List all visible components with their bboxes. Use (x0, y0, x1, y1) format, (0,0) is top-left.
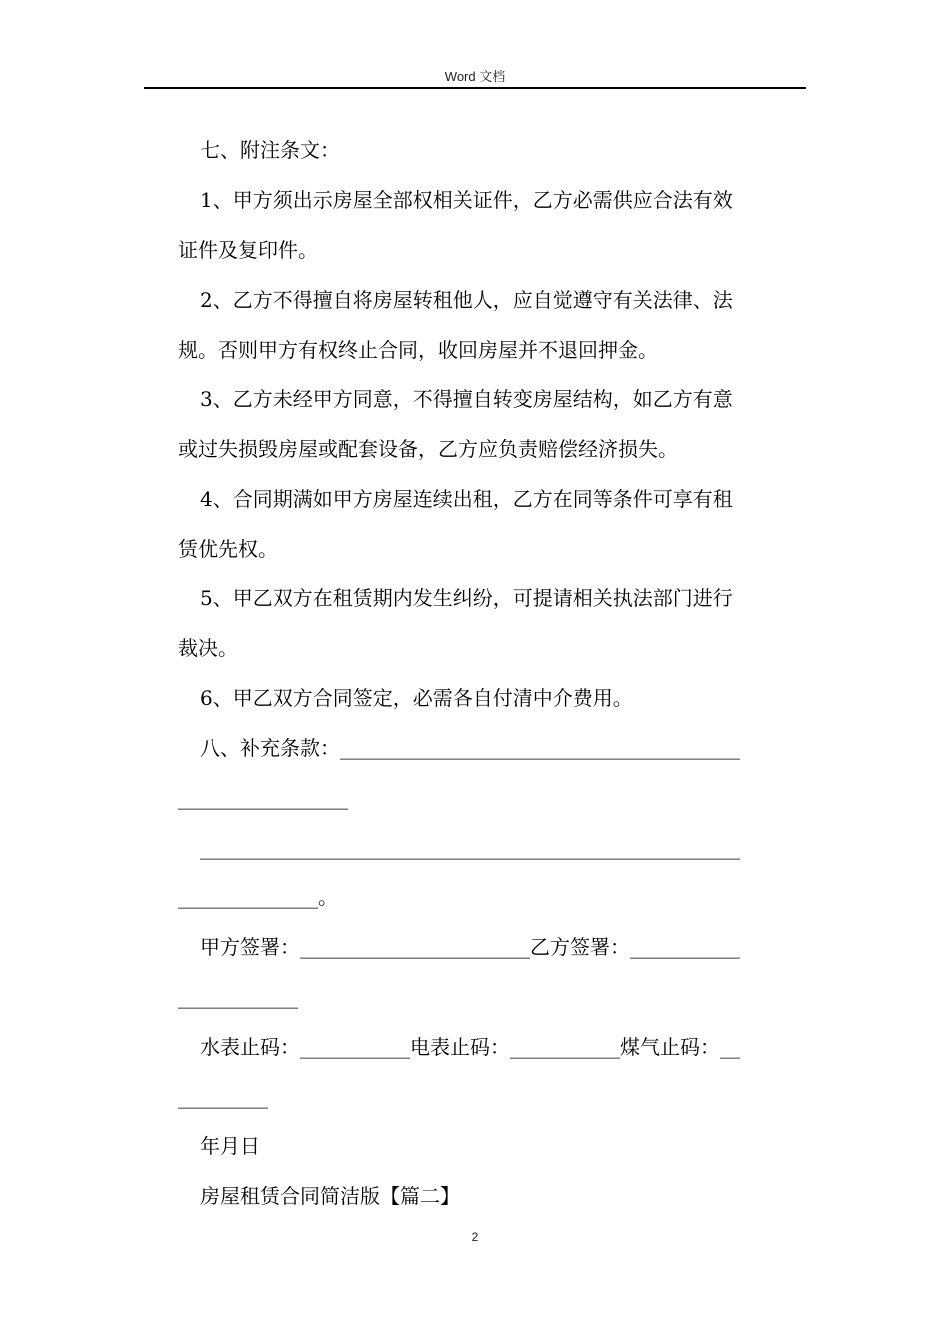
meter-readings-line: 水表止码：___________电表止码：___________煤气止码：__ (200, 1035, 740, 1059)
section-heading: 八、补充条款：________________________________________ (200, 736, 740, 760)
paragraph-line: 或过失损毁房屋或配套设备，乙方应负责赔偿经济损失。 (178, 437, 678, 461)
page-number: 2 (471, 1230, 479, 1244)
date-line: 年月日 (200, 1134, 260, 1158)
blank-line: _________________ (178, 786, 348, 810)
blank-line: ______________________________________________________ (200, 836, 740, 860)
paragraph-line: 规。否则甲方有权终止合同，收回房屋并不退回押金。 (178, 338, 658, 362)
paragraph-line: 4、合同期满如甲方房屋连续出租，乙方在同等条件可享有租 (200, 487, 733, 511)
paragraph-line: 3、乙方未经甲方同意，不得擅自转变房屋结构，如乙方有意 (200, 387, 733, 411)
section-heading: 七、附注条文： (200, 138, 340, 162)
paragraph-line: 1、甲方须出示房屋全部权相关证件，乙方必需供应合法有效 (200, 188, 733, 212)
paragraph-line: 裁决。 (178, 636, 238, 660)
paragraph-line: 6、甲乙双方合同签定，必需各自付清中介费用。 (200, 686, 633, 710)
next-section-title: 房屋租赁合同简洁版【篇二】 (200, 1184, 460, 1208)
signature-line: 甲方签署：_______________________乙方签署：___________ (200, 935, 740, 959)
page-header: Word 文档 (444, 69, 506, 84)
blank-line: _________ (178, 1085, 268, 1109)
blank-line: ____________ (178, 985, 298, 1009)
paragraph-line: 5、甲乙双方在租赁期内发生纠纷，可提请相关执法部门进行 (200, 586, 733, 610)
paragraph-line: 赁优先权。 (178, 537, 278, 561)
paragraph-line: 证件及复印件。 (178, 238, 318, 262)
header-divider (144, 87, 806, 89)
paragraph-line: 2、乙方不得擅自将房屋转租他人，应自觉遵守有关法律、法 (200, 288, 733, 312)
blank-line: ______________。 (178, 885, 338, 909)
